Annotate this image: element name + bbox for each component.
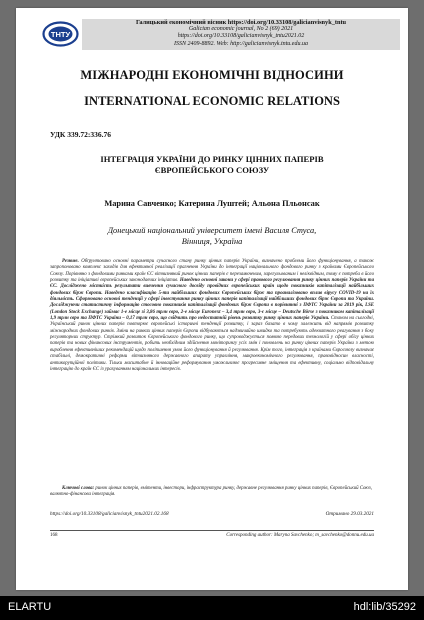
abstract-part-1: Обґрунтовано основні параметри сучасного стану ринку цінних паперів України, визначено проблеми його функціонування, а також запропоновано комплекс заходів для ефективної реалізації прагнення України до інтеграції національного фондового ринку з країнами Європейського Союзу. Порівняно з фондовими ринками країн ЄС вітчизняний ринок цінних паперів є перезамкненим, зарегульованим і неліквідним, тому є потреба в його розвитку та ініціативі європейських законодавчих ініціатив. xyxy=(50,259,374,284)
handle-id[interactable]: hdl:lib/35292 xyxy=(353,601,416,613)
udc-code: УДК 339.72:336.76 xyxy=(50,130,111,139)
article-title-line2: ЄВРОПЕЙСЬКОГО СОЮЗУ xyxy=(154,164,270,175)
keywords xyxy=(50,486,374,499)
authors: Марина Савченко; Катерина Луштей; Альона Пльонсак xyxy=(104,199,320,208)
journal-title-en: Galician economic journal, No 2 (69) 2021 xyxy=(188,26,294,33)
abstract-bold-part: Наведено основні закони у сфері правового регулювання ринку цінних паперів України та ЄС. Досліджено місткість результати вивчення сучасного досвіду провідних європейських країн щодо показників капіталізації найбільших фондових бірж Європи. Наведено класифікацію 5-ти найбільших фондових Європейських бірж та проаналізовано вплив вірусу COVID-19 на їх діяльність. Сформовано основні тенденції у сфері інвестування ринку цінних паперів капіталізації найбільших фондових бірж Європи та України. Досліджуючи статистичну інформацію стосовно показників капіталізації фондових бірж Європи в порівнянні з ПФТС України за 2019 рік, LSE (London Stock Exchange) займає 1-е місце зі 3,86 трлн євро, 2-е місце Euronext – 3,4 трлн євро, 3-є місце – Deutsche Börse з показником капіталізації 1,9 трлн євро та ПФТС України – 0,17 трлн євро, що свідчить про недостатній рівень розвитку ринку цінних паперів України. xyxy=(50,278,374,322)
page-number: 168 xyxy=(50,533,58,538)
corresponding-author: Corresponding author: Maryna Savchenko; m_savchenko@donnu.edu.ua xyxy=(226,533,374,538)
tntu-logo xyxy=(42,21,79,47)
article-title xyxy=(56,154,368,175)
section-title-ua: МІЖНАРОДНІ ЕКОНОМІЧНІ ВІДНОСИНИ xyxy=(80,68,344,82)
article-doi-link[interactable]: https://doi.org/10.33108/galicianvisnyk_tntu2021.02.168 xyxy=(50,511,169,517)
keywords-text: ринок цінних паперів, емітенти, інвестори, інфраструктура ринку, державне регулювання ринку цінних паперів, Європейський Союз, валютно-фінансова інтеграція. xyxy=(50,486,372,498)
affiliation-line2: Вінниця, Україна xyxy=(181,237,243,246)
journal-title-ua: Галицький економічний вісник https://doi.org/10.33108/galicianvisnyk_tntu xyxy=(135,19,347,26)
repository-name: ELARTU xyxy=(8,601,52,613)
abstract-part-2: Станом на сьогодні, Український ринок цінних паперів повторює європейські історичні тенденції розвитку, і зараз базато в чому залежить від напрямів розвитку міжнародних фондових ринків. Зміни на ринках цінних паперів Європи відбуваються надзвичайно швидко та потребують адекватного реагування з боку регуляторних структур. Стрімкий розвиток Європейського фондового ринку, що супроводжується появою передових технологій у сфері обігу цінних паперів та нових фінансових інструментів, робить необхідним здійснення моніторингу усіх змін і поновлень на ринку цінних паперів України з метою вироблення ефективніших рекомендацій щодо поліпшення умов його функціонування й регулювання. Крім того, інтеграція з країнами Євросоюзу визначає стабільні, демократичні реформи вітчизняного державного апарату управління, макроекономічного регулювання, правовідносин власності, антикорупційної політики. Тільки масштабне й інноваційне реформування уможливлює прогресивне зміщення та ефективну, соціально відповідальну інтеграцію до країн ЄС із урахуванням національних інтересів. xyxy=(50,316,374,372)
journal-info-box xyxy=(82,19,400,50)
abstract xyxy=(50,259,374,373)
logo-text: ТНТУ xyxy=(50,30,71,39)
keywords-label: Ключові слова: xyxy=(62,486,95,491)
abstract-label: Резюме. xyxy=(62,259,79,264)
article-title-line1: ІНТЕГРАЦІЯ УКРАЇНИ ДО РИНКУ ЦІННИХ ПАПЕРІВ xyxy=(100,154,324,164)
section-title-en: INTERNATIONAL ECONOMIC RELATIONS xyxy=(84,94,340,108)
repository-bar xyxy=(0,596,424,620)
footer-divider xyxy=(50,530,374,531)
journal-header xyxy=(42,19,400,50)
journal-issue-doi[interactable]: https://doi.org/10.33108/galicianvisnyk_tntu2021.02 xyxy=(177,33,305,40)
affiliation xyxy=(76,225,348,247)
document-page xyxy=(16,8,408,590)
journal-issn-web[interactable]: ISSN 2409-8892. Web: http://galicianvisnyk.tntu.edu.ua xyxy=(174,40,308,47)
received-date: Отримано 29.03.2021 xyxy=(325,511,374,517)
affiliation-line1: Донецький національний університет імені Василя Стуса, xyxy=(107,226,317,235)
